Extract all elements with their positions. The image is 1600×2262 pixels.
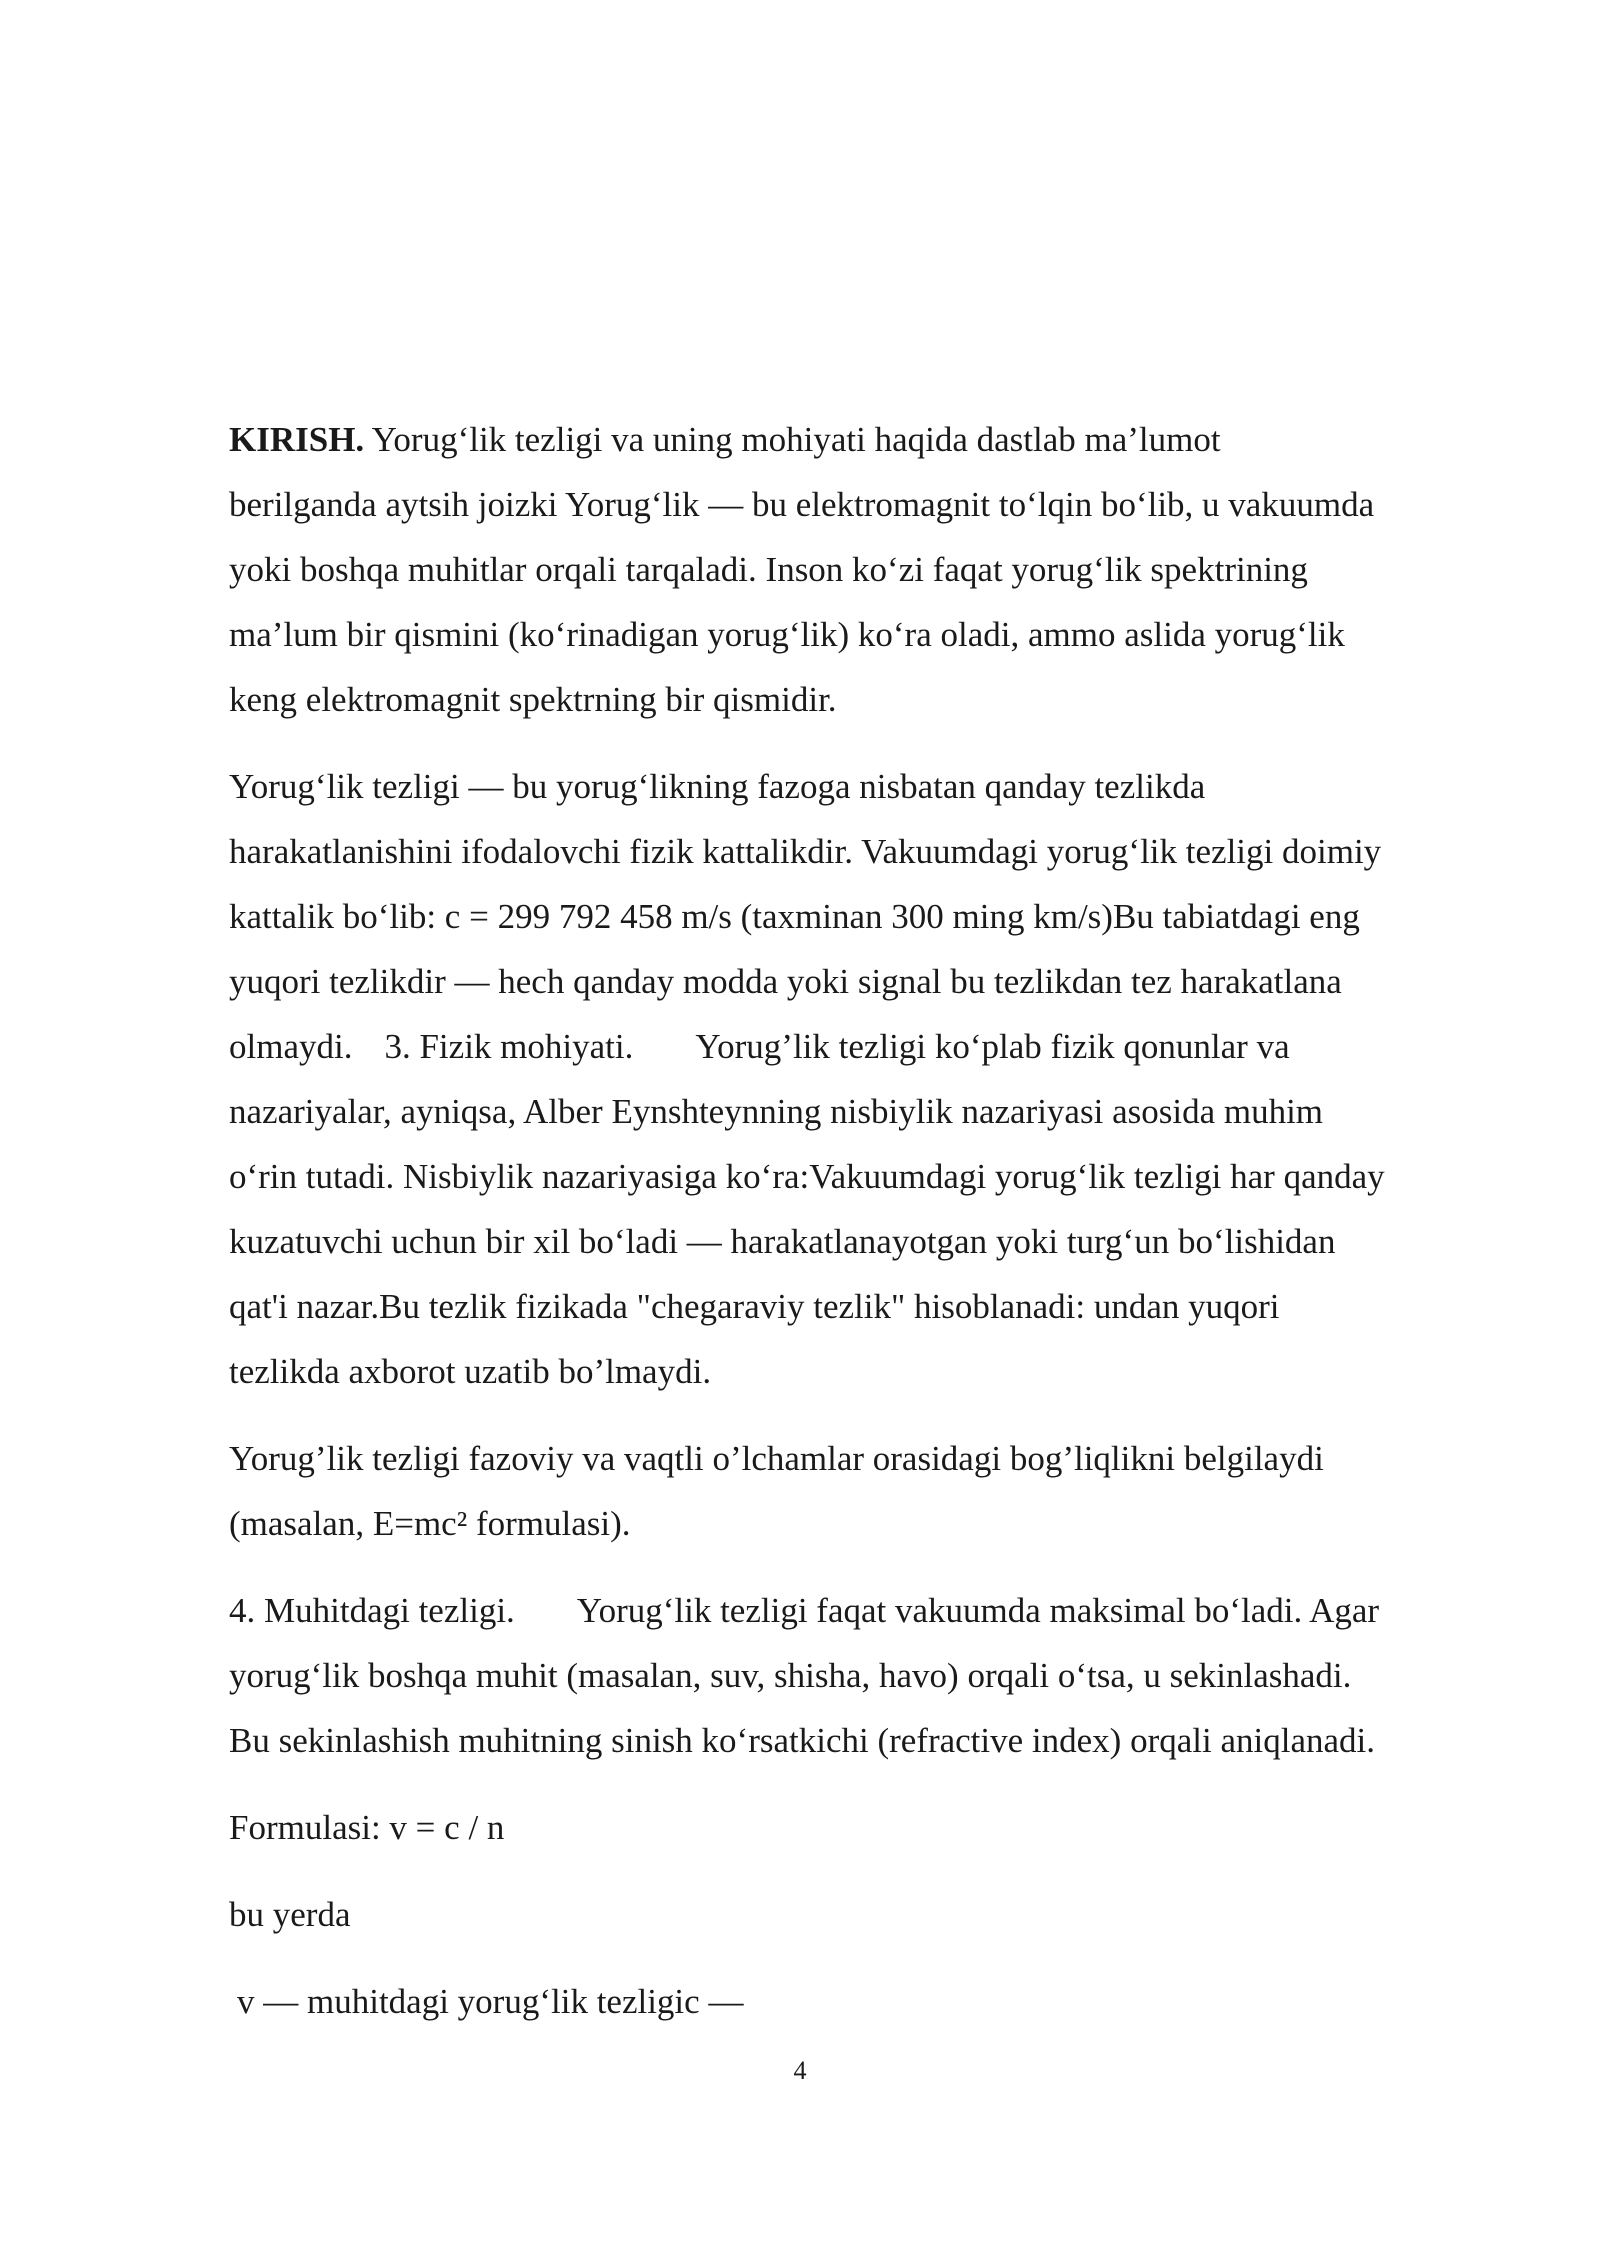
p2-line-6: nazariyalar, ayniqsa, Alber Eynshteynning nisbiylik nazariyasi asosida muhim [229,1092,1324,1131]
p2-line-3: kattalik bo‘lib: c = 299 792 458 m/s (taxminan 300 ming km/s)Bu tabiatdagi eng [229,897,1360,936]
p2-line-8: kuzatuvchi uchun bir xil bo‘ladi — harakatlanayotgan yoki turg‘un bo‘lishidan [229,1222,1336,1261]
formula-line: Formulasi: v = c / n [229,1808,505,1847]
p4-line-2: yorug‘lik boshqa muhit (masalan, suv, shisha, havo) orqali o‘tsa, u sekinlashadi. [229,1656,1352,1695]
p2-line-10: tezlikda axborot uzatib bo’lmaydi. [229,1352,712,1391]
section-heading-physical-essence: 3. Fizik mohiyati. [384,1027,634,1066]
medium-speed-paragraph [229,1578,1489,1773]
spacetime-paragraph [229,1426,1489,1556]
p3-line-1: Yorug’lik tezligi fazoviy va vaqtli o’lchamlar orasidagi bog’liqlikni belgilaydi [229,1439,1324,1478]
p2-line-9: qat'i nazar.Bu tezlik fizikada "chegaraviy tezlik" hisoblanadi: undan yuqori [229,1287,1280,1326]
p2-line-1: Yorug‘lik tezligi — bu yorug‘likning fazoga nisbatan qanday tezlikda [229,767,1206,806]
section-heading-medium-speed: 4. Muhitdagi tezligi. [229,1591,515,1630]
definition-line: v — muhitdagi yorug‘lik tezligic — [237,1982,744,2021]
p2-line-7: o‘rin tutadi. Nisbiylik nazariyasiga ko‘ra:Vakuumdagi yorug‘lik tezligi har qanday [229,1157,1385,1196]
intro-line-3: yoki boshqa muhitlar orqali tarqaladi. Inson ko‘zi faqat yorug‘lik spektrining [229,550,1308,589]
page-number: 4 [793,2056,807,2085]
intro-heading: KIRISH. [229,420,365,459]
document-page [229,407,1489,2056]
p2-line-5c: Yorug’lik tezligi ko‘plab fizik qonunlar va [695,1027,1290,1066]
p4-line-1b: Yorug‘lik tezligi faqat vakuumda maksimal bo‘ladi. Agar [576,1591,1380,1630]
p4-line-3: Bu sekinlashish muhitning sinish ko‘rsatkichi (refractive index) orqali aniqlanadi. [229,1721,1375,1760]
where-line: bu yerda [229,1895,351,1934]
intro-line-2: berilganda aytsih joizki Yorug‘lik — bu elektromagnit to‘lqin bo‘lib, u vakuumda [229,485,1375,524]
p3-line-2: (masalan, E=mc² formulasi). [229,1504,631,1543]
intro-line-5: keng elektromagnit spektrning bir qismidir. [229,680,837,719]
p2-line-4: yuqori tezlikdir — hech qanday modda yoki signal bu tezlikdan tez harakatlana [229,962,1342,1001]
p2-line-5a: olmaydi. [229,1027,353,1066]
intro-paragraph [229,407,1489,732]
speed-definition-paragraph [229,754,1489,1404]
intro-line-4: ma’lum bir qismini (ko‘rinadigan yorug‘lik) ko‘ra oladi, ammo aslida yorug‘lik [229,615,1345,654]
p2-line-2: harakatlanishini ifodalovchi fizik kattalikdir. Vakuumdagi yorug‘lik tezligi doimiy [229,832,1382,871]
intro-line-1: Yorug‘lik tezligi va uning mohiyati haqida dastlab ma’lumot [364,420,1221,459]
